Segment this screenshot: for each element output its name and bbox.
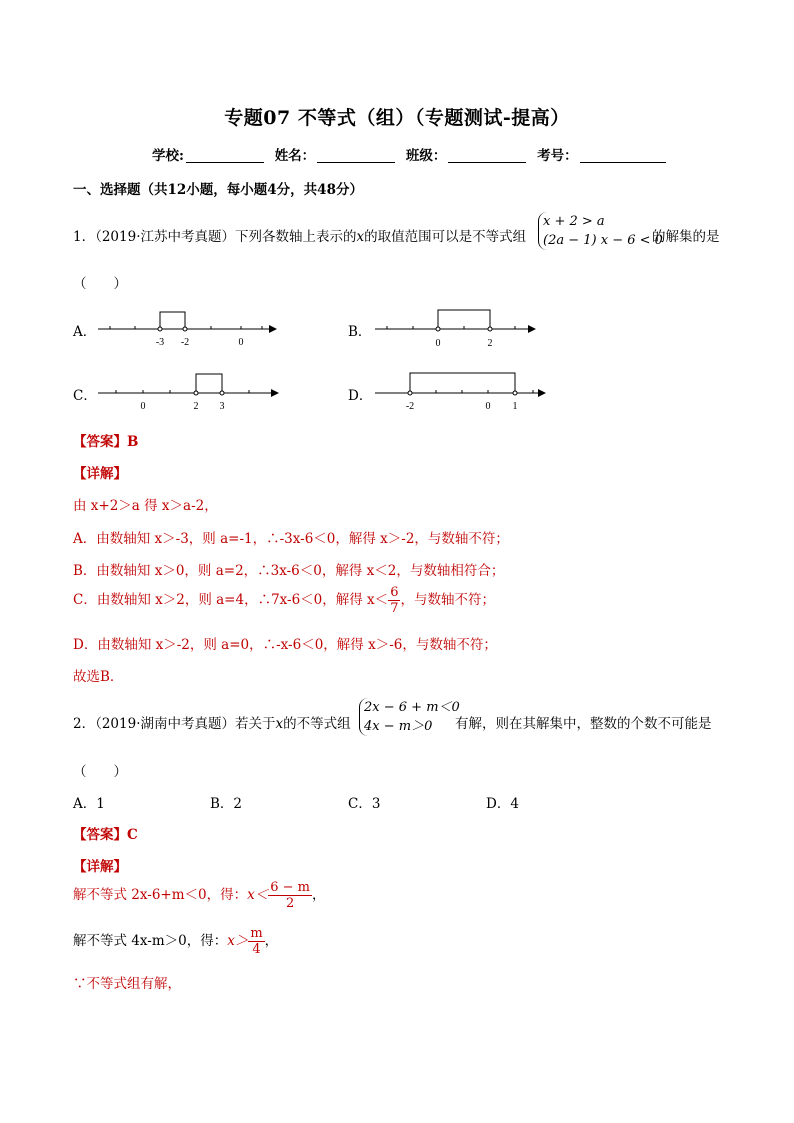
class-label: 班级： [405, 148, 447, 164]
tick-label: 0 [435, 338, 441, 349]
q1-paren: （ ） [73, 276, 127, 292]
school-blank[interactable] [186, 147, 264, 163]
tick-label: 1 [512, 401, 518, 412]
fraction: $\frac{6 - m}{2}$ [270, 880, 310, 911]
tick-label: 0 [140, 401, 146, 412]
q1-conclusion: 故选B． [73, 669, 124, 685]
tick-label: -2 [180, 337, 190, 348]
tick-label: 2 [193, 401, 199, 412]
class-blank[interactable] [448, 147, 526, 163]
number-label: 考号： [537, 148, 578, 164]
q2-option-d[interactable]: D．4 [486, 796, 519, 812]
q2-stem-end: 有解，则在其解集中，整数的个数不可能是 [455, 716, 712, 732]
q2-stem: 2．（2019·湖南中考真题）若关于x的不等式组 [73, 716, 351, 732]
student-info-line [152, 144, 672, 164]
q1-detail-line: B．由数轴知 x＞0，则 a=2，∴3x-6＜0，解得 x＜2，与数轴相符合； [73, 563, 505, 579]
q2-paren: （ ） [73, 764, 127, 780]
tick-label: 0 [238, 337, 244, 348]
q2-answer: 【答案】C [73, 827, 138, 843]
tick-label: 2 [487, 338, 493, 349]
q2-detail-line-1: 解不等式 2x-6+m＜0，得：x＜ $\frac{6 - m}{2}$ ， [73, 880, 326, 911]
fraction: $\frac{m}{4}$ [250, 926, 263, 957]
q2-inequality-system: 2x − 6 + m＜0 4x − m＞0 [359, 698, 460, 736]
q1-option-c-label[interactable]: C． [73, 388, 97, 404]
number-line-b [373, 304, 543, 350]
q1-detail-line: A．由数轴知 x＞-3，则 a=-1，∴-3x-6＜0，解得 x＞-2，与数轴不符； [73, 531, 509, 547]
q2-detail-heading: 【详解】 [73, 859, 127, 875]
q1-stem-end: 的解集的是 [652, 229, 720, 245]
q1-option-b-label[interactable]: B． [348, 324, 372, 340]
q1-stem: 1．（2019·江苏中考真题）下列各数轴上表示的x的取值范围可以是不等式组 [73, 229, 527, 245]
q1-inequality-system: x + 2 > a (2a − 1) x − 6 < 0 [538, 212, 663, 250]
school-label: 学校: [152, 148, 184, 164]
q2-option-b[interactable]: B．2 [210, 796, 243, 812]
number-line-c [96, 368, 286, 414]
q1-answer: 【答案】B [73, 434, 139, 450]
q2-option-c[interactable]: C．3 [348, 796, 381, 812]
number-blank[interactable] [580, 147, 666, 163]
tick-label: -3 [155, 337, 165, 348]
q2-option-a[interactable]: A．1 [73, 796, 105, 812]
page-title: 专题07 不等式（组）（专题测试-提高） [224, 107, 570, 129]
q1-detail-line-c: C．由数轴知 x＞2，则 a=4，∴7x-6＜0，解得 x＜ $\frac{6}{7}$ ，与数轴不符； [73, 585, 495, 616]
number-line-d [373, 368, 553, 414]
name-blank[interactable] [317, 147, 395, 163]
q2-detail-line-2: 解不等式 4x-m＞0，得：x＞ $\frac{m}{4}$ ， [73, 926, 279, 957]
tick-label: 3 [219, 401, 225, 412]
q2-detail-line-3: ∵不等式组有解， [73, 976, 181, 992]
tick-label: 0 [485, 401, 491, 412]
tick-label: -2 [405, 401, 415, 412]
number-line-a [96, 304, 286, 350]
q1-detail-line: 由 x+2＞a 得 x＞a-2， [73, 498, 218, 514]
q1-option-a-label[interactable]: A． [73, 324, 97, 340]
q1-detail-line: D．由数轴知 x＞-2，则 a=0，∴-x-6＜0，解得 x＞-6，与数轴不符； [73, 637, 497, 653]
q1-detail-heading: 【详解】 [73, 466, 127, 482]
name-label: 姓名： [274, 148, 316, 164]
fraction: $\frac{6}{7}$ [390, 585, 399, 616]
section-heading: 一、选择题（共12小题，每小题4分，共48分） [73, 182, 363, 198]
q1-option-d-label[interactable]: D． [348, 388, 373, 404]
